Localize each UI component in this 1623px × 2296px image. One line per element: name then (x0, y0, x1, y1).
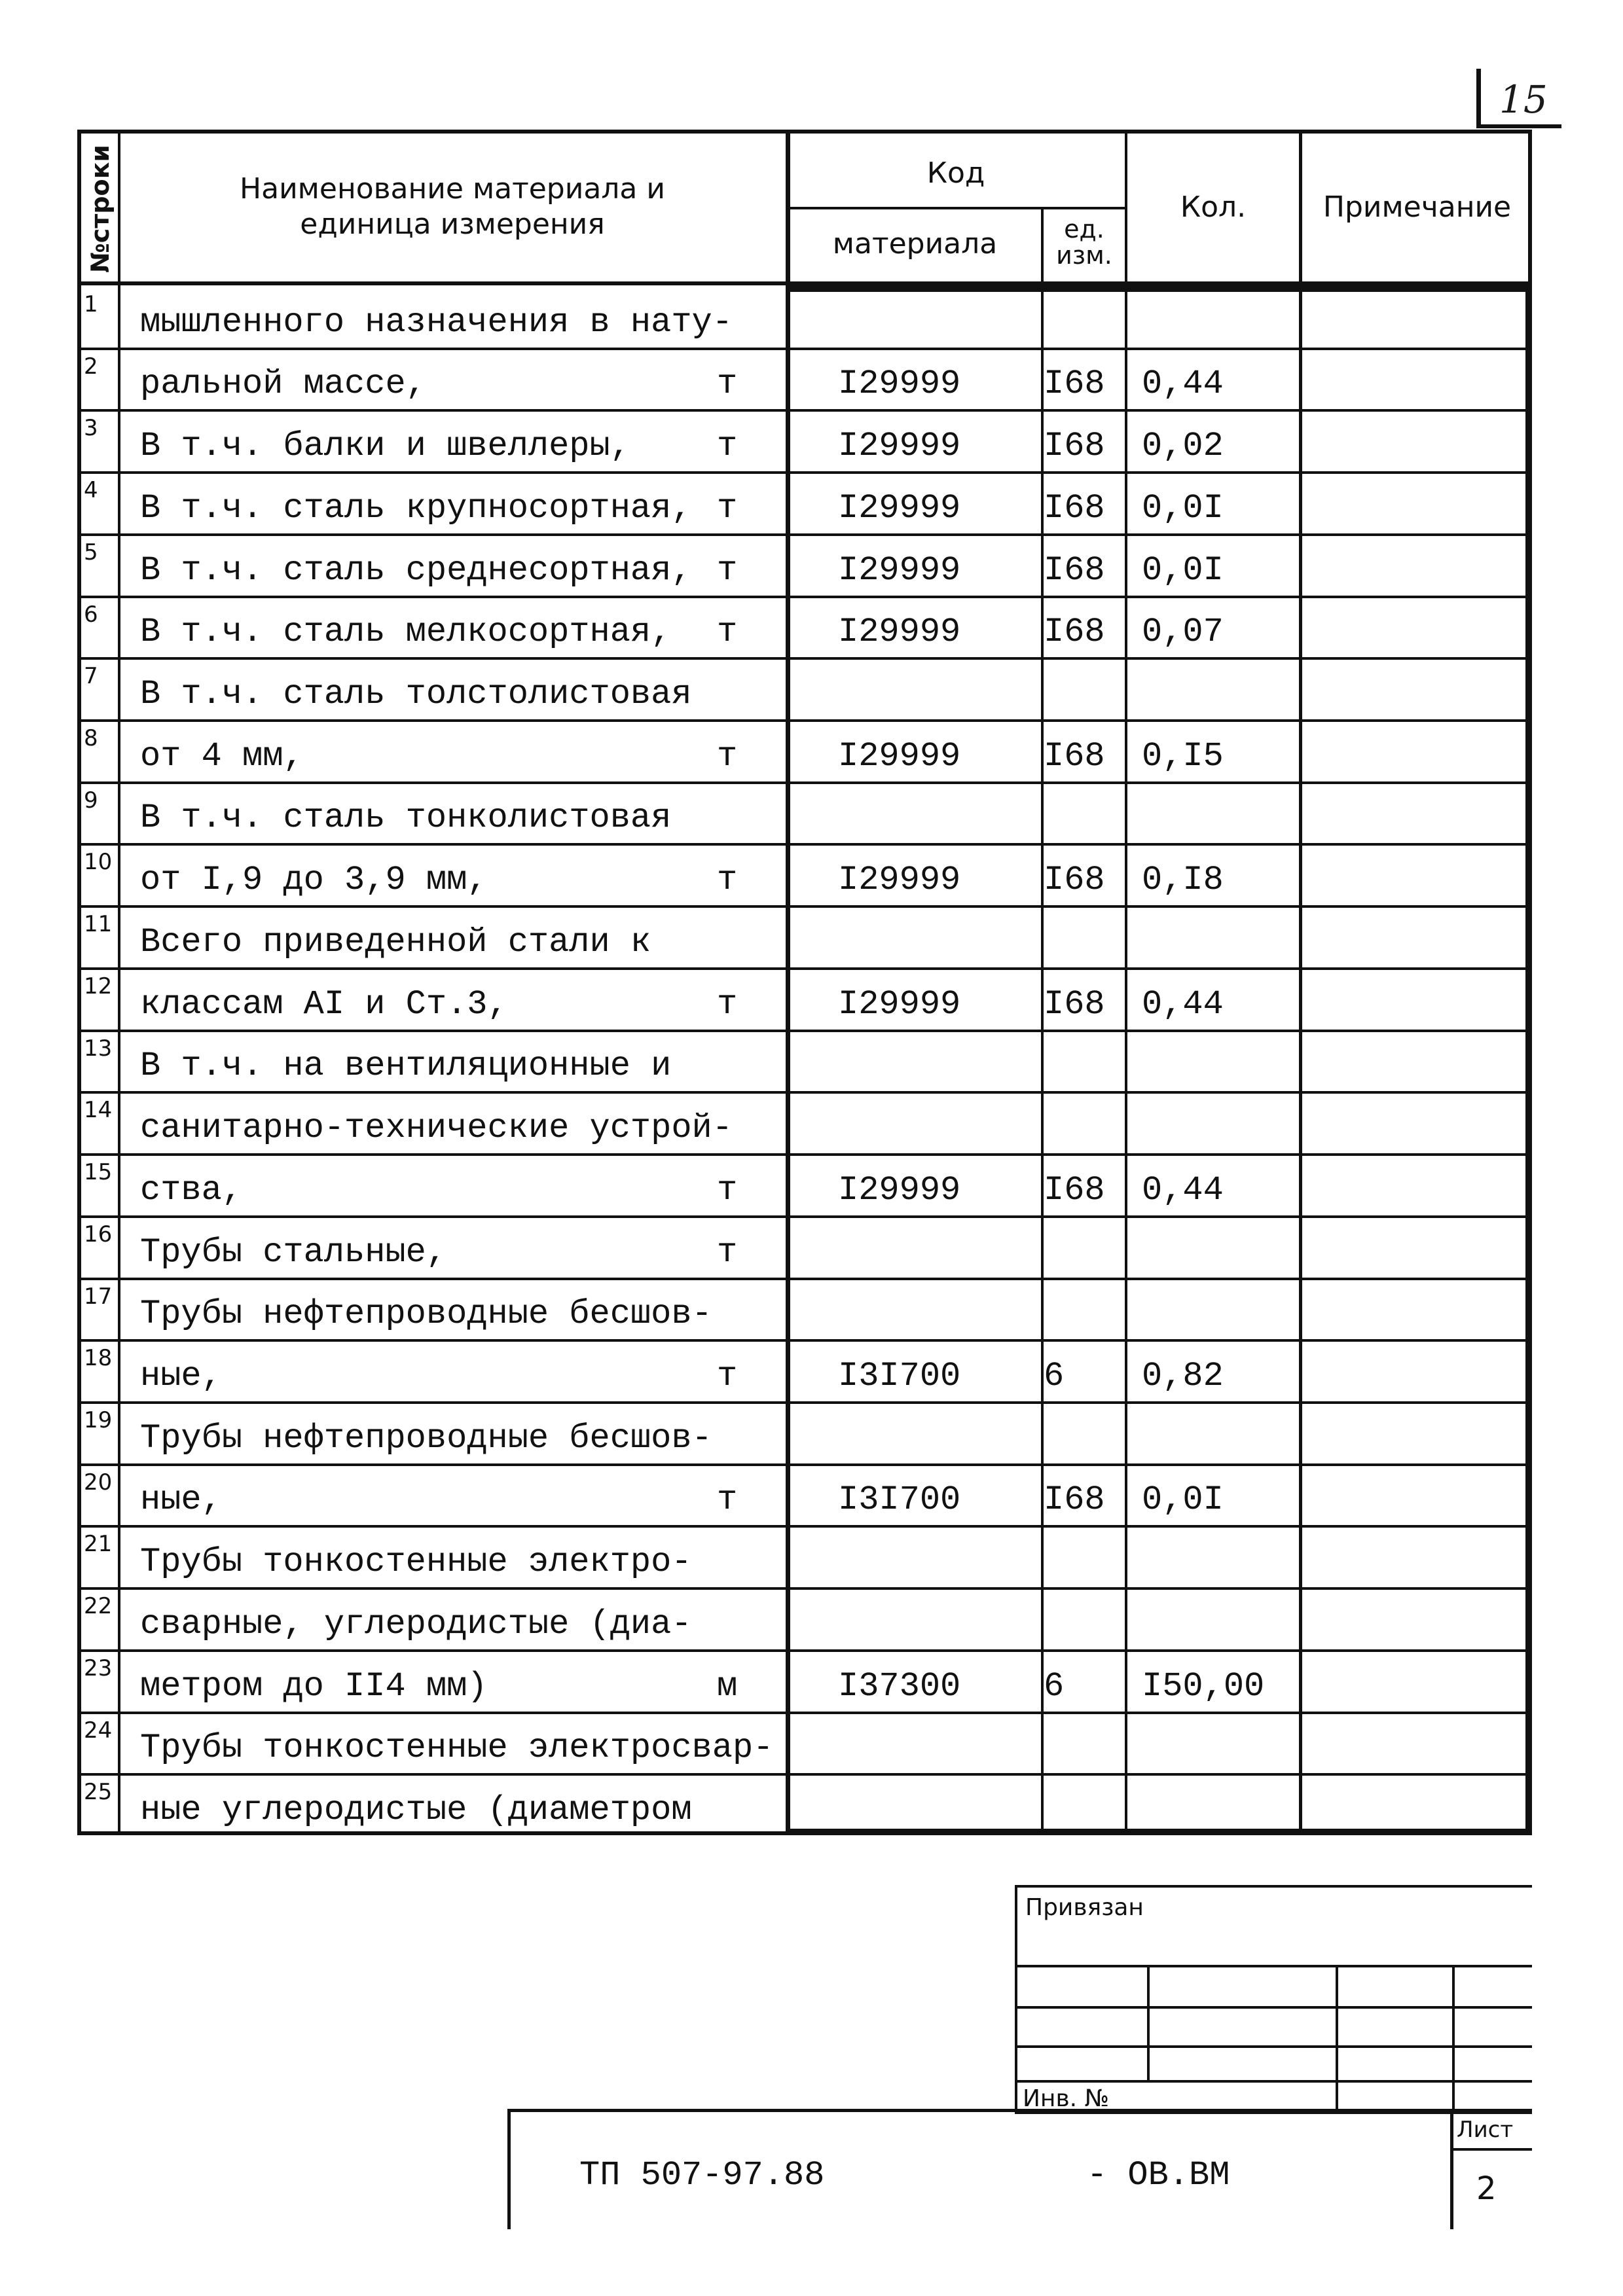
material-code: I29999 (838, 1171, 961, 1210)
document-suffix: - ОВ.ВМ (1087, 2156, 1230, 2195)
material-code: I37300 (838, 1667, 961, 1706)
material-code: I29999 (838, 489, 961, 528)
sheet-mark-underline (1476, 124, 1561, 128)
row-number: 25 (84, 1779, 113, 1805)
header-quantity: Кол. (1180, 190, 1247, 224)
unit-code: I68 (1044, 365, 1105, 403)
material-name: Трубы нефтепроводные бесшов- (140, 1419, 712, 1458)
row-number: 7 (84, 663, 98, 689)
sheet-label: Лист (1457, 2117, 1514, 2143)
header-material-code: материала (832, 227, 998, 260)
unit-code: I68 (1044, 427, 1105, 465)
quantity: 0,0I (1142, 551, 1224, 590)
row-number: 21 (84, 1531, 113, 1557)
unit-code: I68 (1044, 985, 1105, 1024)
row-number: 10 (84, 849, 113, 875)
measure-unit: т (717, 489, 738, 528)
material-name: В т.ч. сталь толстолистовая (140, 675, 692, 713)
row-number: 22 (84, 1593, 113, 1619)
quantity: I50,00 (1142, 1667, 1265, 1706)
row-divider (77, 657, 1532, 660)
material-name: классам AI и Ст.3, (140, 985, 508, 1024)
measure-unit: т (717, 1357, 738, 1395)
row-divider (77, 1587, 1532, 1590)
row-divider (77, 1091, 1532, 1094)
material-name: Трубы нефтепроводные бесшов- (140, 1295, 712, 1333)
material-name: В т.ч. сталь среднесортная, (140, 551, 692, 590)
row-number: 17 (84, 1283, 113, 1310)
row-number: 4 (84, 477, 98, 503)
header-note: Примечание (1322, 190, 1512, 224)
row-divider (77, 1339, 1532, 1342)
measure-unit: т (717, 861, 738, 899)
quantity: 0,02 (1142, 427, 1224, 465)
sheet-mark-line (1476, 69, 1481, 128)
stamp-bound-label: Привязан (1025, 1894, 1144, 1921)
stamp-inv-label: Инв. № (1023, 2085, 1110, 2112)
material-name: В т.ч. сталь мелкосортная, (140, 613, 672, 651)
unit-code: I68 (1044, 489, 1105, 528)
quantity: 0,44 (1142, 985, 1224, 1024)
material-code: I29999 (838, 365, 961, 403)
measure-unit: т (717, 551, 738, 590)
header-code-split (786, 207, 1125, 209)
unit-code: I68 (1044, 1171, 1105, 1210)
material-code: I29999 (838, 985, 961, 1024)
measure-unit: м (717, 1667, 738, 1706)
quantity: 0,82 (1142, 1357, 1224, 1395)
material-name: Трубы тонкостенные электросвар- (140, 1729, 774, 1767)
row-divider (77, 1525, 1532, 1528)
row-divider (77, 1463, 1532, 1466)
row-divider (77, 1215, 1532, 1218)
unit-code: I68 (1044, 1480, 1105, 1519)
measure-unit: т (717, 427, 738, 465)
unit-code: I68 (1044, 613, 1105, 651)
row-number: 15 (84, 1159, 113, 1185)
row-divider (77, 1712, 1532, 1714)
quantity: 0,0I (1142, 489, 1224, 528)
measure-unit: т (717, 613, 738, 651)
row-divider (77, 843, 1532, 846)
quantity: 0,0I (1142, 1480, 1224, 1519)
unit-code: 6 (1044, 1357, 1065, 1395)
row-divider (77, 348, 1532, 350)
quantity: 0,07 (1142, 613, 1224, 651)
data-frame-top (786, 285, 1532, 292)
approval-stamp (1015, 1885, 1532, 2114)
row-divider (77, 409, 1532, 412)
row-number: 24 (84, 1717, 113, 1744)
quantity: 0,I8 (1142, 861, 1224, 899)
material-code: I29999 (838, 613, 961, 651)
sheet-value: 2 (1476, 2170, 1497, 2207)
row-number: 14 (84, 1097, 113, 1123)
material-name: Трубы тонкостенные электро- (140, 1543, 692, 1581)
material-code: I29999 (838, 551, 961, 590)
row-number: 13 (84, 1035, 113, 1062)
material-name: Трубы стальные, (140, 1233, 447, 1272)
row-number: 16 (84, 1221, 113, 1247)
material-code: I3I700 (838, 1480, 961, 1519)
measure-unit: т (717, 1233, 738, 1272)
unit-code: 6 (1044, 1667, 1065, 1706)
material-name: санитарно-технические устрой- (140, 1109, 733, 1147)
measure-unit: т (717, 985, 738, 1024)
material-name: от I,9 до 3,9 мм, (140, 861, 488, 899)
header-code: Код (926, 156, 985, 190)
row-number: 23 (84, 1655, 113, 1681)
measure-unit: т (717, 365, 738, 403)
material-name: В т.ч. на вентиляционные и (140, 1047, 672, 1085)
row-divider (77, 471, 1532, 474)
row-divider (77, 781, 1532, 784)
sheet-number: 15 (1499, 77, 1548, 122)
material-name: ства, (140, 1171, 243, 1210)
material-code: I29999 (838, 737, 961, 776)
material-name: Всего приведенной стали к (140, 923, 651, 961)
row-number: 3 (84, 415, 98, 441)
row-number: 5 (84, 539, 98, 565)
material-code: I3I700 (838, 1357, 961, 1395)
measure-unit: т (717, 1171, 738, 1210)
document-code: ТП 507-97.88 (579, 2156, 825, 2195)
row-number: 11 (84, 911, 113, 937)
title-block (507, 2109, 1532, 2229)
header-unit: ед. изм. (1056, 215, 1112, 270)
row-number: 8 (84, 725, 98, 751)
row-divider (77, 967, 1532, 970)
row-number: 1 (84, 291, 98, 317)
row-number: 9 (84, 787, 98, 814)
quantity: 0,44 (1142, 1171, 1224, 1210)
row-divider (77, 1278, 1532, 1280)
unit-code: I68 (1044, 551, 1105, 590)
row-number: 20 (84, 1469, 113, 1496)
col-divider-rowno (118, 130, 120, 1835)
quantity: 0,44 (1142, 365, 1224, 403)
row-divider (77, 596, 1532, 598)
material-name: В т.ч. сталь тонколистовая (140, 798, 672, 837)
material-name: сварные, углеродистые (диа- (140, 1605, 692, 1643)
row-divider (77, 1401, 1532, 1404)
row-divider (77, 905, 1532, 908)
row-divider (77, 1030, 1532, 1032)
material-name: ральной массе, (140, 365, 426, 403)
material-name: В т.ч. сталь крупносортная, (140, 489, 692, 528)
material-name: мышленного назначения в нату- (140, 303, 733, 342)
row-divider (77, 533, 1532, 536)
row-number: 18 (84, 1345, 113, 1371)
row-divider (77, 1773, 1532, 1776)
material-name: ные, (140, 1480, 222, 1519)
material-name: ные углеродистые (диаметром (140, 1791, 692, 1829)
unit-code: I68 (1044, 861, 1105, 899)
row-divider (77, 1153, 1532, 1156)
material-name: ные, (140, 1357, 222, 1395)
material-name: метром до II4 мм) (140, 1667, 488, 1706)
row-number: 2 (84, 353, 98, 380)
row-number: 6 (84, 601, 98, 628)
material-name: В т.ч. балки и швеллеры, (140, 427, 630, 465)
header-material-name: Наименование материала и единица измерения (240, 172, 665, 241)
material-name: от 4 мм, (140, 737, 304, 776)
row-divider (77, 719, 1532, 722)
row-divider (77, 1649, 1532, 1652)
row-number: 19 (84, 1407, 113, 1433)
quantity: 0,I5 (1142, 737, 1224, 776)
material-code: I29999 (838, 427, 961, 465)
material-code: I29999 (838, 861, 961, 899)
measure-unit: т (717, 1480, 738, 1519)
measure-unit: т (717, 737, 738, 776)
header-row-number: №строки (86, 145, 115, 273)
row-number: 12 (84, 973, 113, 999)
unit-code: I68 (1044, 737, 1105, 776)
